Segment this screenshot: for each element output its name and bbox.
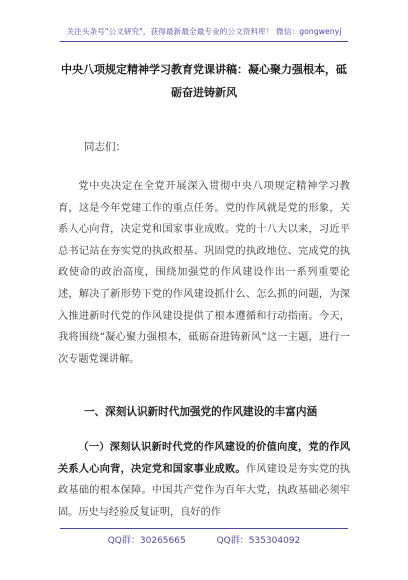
footer-qq-group-1: QQ群：30265665 xyxy=(107,536,186,546)
footer-qq-group-2: QQ群：535304092 xyxy=(216,536,301,546)
footer-divider xyxy=(60,528,348,529)
paragraph-section-1 xyxy=(58,437,350,523)
paragraph-section-1-text: 作风建设是夯实党的执政基础的根本保障。中国共产党作为百年大党，执政基础必须牢固。历史与经验反复证明，良好的作 xyxy=(58,463,350,518)
section-heading-1: 一、深刻认识新时代加强党的作风建设的丰富内涵 xyxy=(84,406,318,418)
footer xyxy=(0,533,408,546)
paragraph-intro: 党中央决定在全党开展深入贯彻中央八项规定精神学习教育，这是今年党建工作的重点任务。党的作风就是党的形象，关系人心向背，决定党和国家事业成败。党的十八大以来，习近平总书记站在夯实党的执政根基、巩固党的执政地位、完成党的执政使命的政治高度，围绕加强党的作风建设作出一系列重要论述，解决了新形势下党的作风建设抓什么、怎么抓的问题，为深入推进新时代党的作风建设提供了根本遵循和行动指南。今天，我将围绕“凝心聚力强根本，砥砺奋进铸新风”这一主题，进行一次专题党课讲解。 xyxy=(58,181,350,365)
salutation: 同志们： xyxy=(84,141,126,153)
document-title: 中央八项规定精神学习教育党课讲稿：凝心聚力强根本，砥砺奋进铸新风 xyxy=(61,63,347,99)
header-divider xyxy=(60,41,348,42)
sub-heading-1: （一）深刻认识新时代党的作风建设的价值向度，党的作风关系人心向背，决定党和国家事业成败。 xyxy=(58,441,350,475)
header-promo-note: 关注头条号"公文研究"，获得最新最全最专业的公文资料库！ 微信：gongwenyj xyxy=(66,27,342,36)
